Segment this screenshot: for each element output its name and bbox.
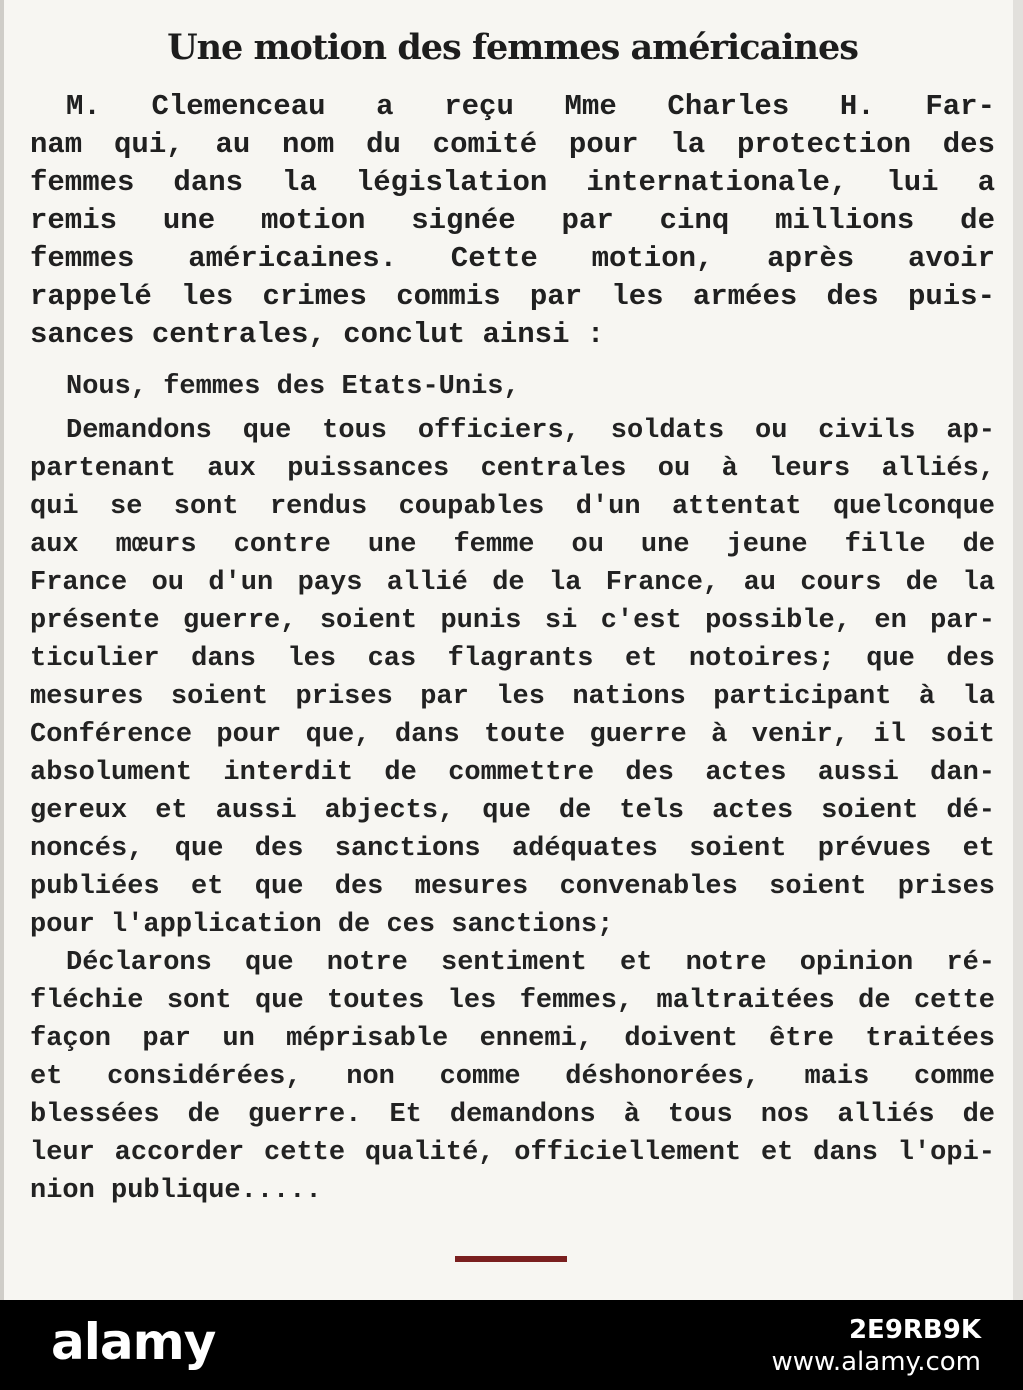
text-line: femmes dans la législation internationale, lui a xyxy=(30,166,995,199)
text-line: partenant aux puissances centrales ou à leurs alliés, xyxy=(30,454,995,484)
text-line: et considérées, non comme déshonorées, mais comme xyxy=(30,1062,995,1092)
text-line: absolument interdit de commettre des actes aussi dan- xyxy=(30,758,995,788)
watermark-footer xyxy=(0,1300,1023,1390)
text-line: noncés, que des sanctions adéquates soient prévues et xyxy=(30,834,995,864)
right-column-rule xyxy=(1013,0,1023,1300)
article xyxy=(30,22,995,1210)
text-line: Conférence pour que, dans toute guerre à venir, il soit xyxy=(30,720,995,750)
text-line: rappelé les crimes commis par les armées des puis- xyxy=(30,280,995,313)
site-url: www.alamy.com xyxy=(771,1347,981,1377)
end-of-article-rule xyxy=(455,1256,567,1262)
text-line: Déclarons que notre sentiment et notre opinion ré- xyxy=(66,948,995,978)
motion-text xyxy=(30,368,995,1210)
text-line: gereux et aussi abjects, que de tels actes soient dé- xyxy=(30,796,995,826)
text-line: aux mœurs contre une femme ou une jeune fille de xyxy=(30,530,995,560)
text-line: ticulier dans les cas flagrants et notoires; que des xyxy=(30,644,995,674)
text-line: Demandons que tous officiers, soldats ou civils ap- xyxy=(66,416,995,446)
article-title: Une motion des femmes américaines xyxy=(167,27,858,68)
text-line: France ou d'un pays allié de la France, au cours de la xyxy=(30,568,995,598)
text-line: nam qui, au nom du comité pour la protection des xyxy=(30,128,995,161)
text-line: publiées et que des mesures convenables soient prises xyxy=(30,872,995,902)
intro-paragraph xyxy=(30,88,995,354)
text-line: leur accorder cette qualité, officiellement et dans l'opi- xyxy=(30,1138,995,1168)
text-line: mesures soient prises par les nations participant à la xyxy=(30,682,995,712)
text-line: qui se sont rendus coupables d'un attentat quelconque xyxy=(30,492,995,522)
text-line: pour l'application de ces sanctions; xyxy=(30,910,614,940)
text-line: blessées de guerre. Et demandons à tous nos alliés de xyxy=(30,1100,995,1130)
text-line: M. Clemenceau a reçu Mme Charles H. Far- xyxy=(66,90,995,123)
text-line: fléchie sont que toutes les femmes, maltraitées de cette xyxy=(30,986,995,1016)
text-line: remis une motion signée par cinq millions de xyxy=(30,204,995,237)
text-line: façon par un méprisable ennemi, doivent être traitées xyxy=(30,1024,995,1054)
text-line: femmes américaines. Cette motion, après avoir xyxy=(30,242,995,275)
image-id: 2E9RB9K xyxy=(848,1315,981,1345)
motion-paragraph-2 xyxy=(30,944,995,1210)
image-info xyxy=(771,1314,981,1378)
brand-logo: alamy xyxy=(51,1313,216,1371)
text-line: présente guerre, soient punis si c'est possible, en par- xyxy=(30,606,995,636)
text-line: sances centrales, conclut ainsi : xyxy=(30,318,605,351)
motion-paragraph-1 xyxy=(30,412,995,944)
left-column-rule xyxy=(0,0,4,1300)
text-line: nion publique..... xyxy=(30,1176,322,1206)
salutation: Nous, femmes des Etats-Unis, xyxy=(66,372,520,402)
